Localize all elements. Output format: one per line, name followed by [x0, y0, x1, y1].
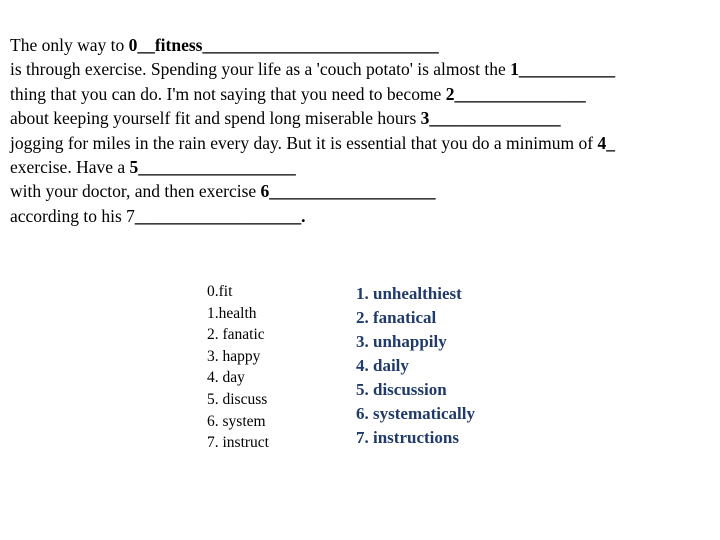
answer-item: 6. systematically — [356, 404, 475, 423]
word-list-item: 5. discuss — [207, 390, 268, 408]
passage-line: is through exercise. Spending your life as a 'couch potato' is almost the 1___________ — [10, 59, 616, 80]
word-list-item: 4. day — [207, 369, 245, 387]
answer-item: 2. fanatical — [356, 308, 437, 327]
word-list-item: 1.health — [207, 304, 257, 322]
word-list-item: 2. fanatic — [207, 326, 265, 344]
passage-line: about keeping yourself fit and spend long miserable hours 3_______________ — [10, 108, 561, 129]
answer-item: 4. daily — [356, 356, 409, 375]
blank-5: 5__________________ — [129, 156, 296, 177]
word-list — [207, 281, 269, 454]
blank-0: 0__fitness___________________________ — [128, 35, 439, 55]
passage-line: jogging for miles in the rain every day. But it is essential that you do a minimum of 4_ — [10, 132, 615, 153]
word-list-item: 6. system — [207, 412, 266, 430]
blank-2: 2_______________ — [445, 83, 586, 104]
answer-item: 1. unhealthiest — [356, 284, 462, 303]
answer-item: 3. unhappily — [356, 332, 447, 351]
answer-item: 7. instructions — [356, 428, 459, 447]
blank-6: 6___________________ — [260, 181, 436, 202]
word-list-item: 0.fit — [207, 283, 233, 300]
passage-line: The only way to 0__fitness___________________________ — [10, 35, 439, 55]
blank-4: 4_ — [597, 132, 615, 153]
answer-list — [356, 282, 475, 450]
blank-7: ___________________. — [134, 205, 306, 226]
passage-line: with your doctor, and then exercise 6___________________ — [10, 181, 436, 202]
answer-item: 5. discussion — [356, 380, 447, 399]
word-list-item: 7. instruct — [207, 434, 269, 452]
blank-1: 1___________ — [510, 59, 616, 80]
word-list-item: 3. happy — [207, 347, 261, 365]
passage-line: exercise. Have a 5__________________ — [10, 156, 296, 177]
passage-line: thing that you can do. I'm not saying that you need to become 2_______________ — [10, 83, 586, 104]
passage-line: according to his 7___________________. — [10, 205, 306, 226]
blank-3: 3_______________ — [420, 108, 561, 129]
exercise-passage — [10, 33, 718, 228]
